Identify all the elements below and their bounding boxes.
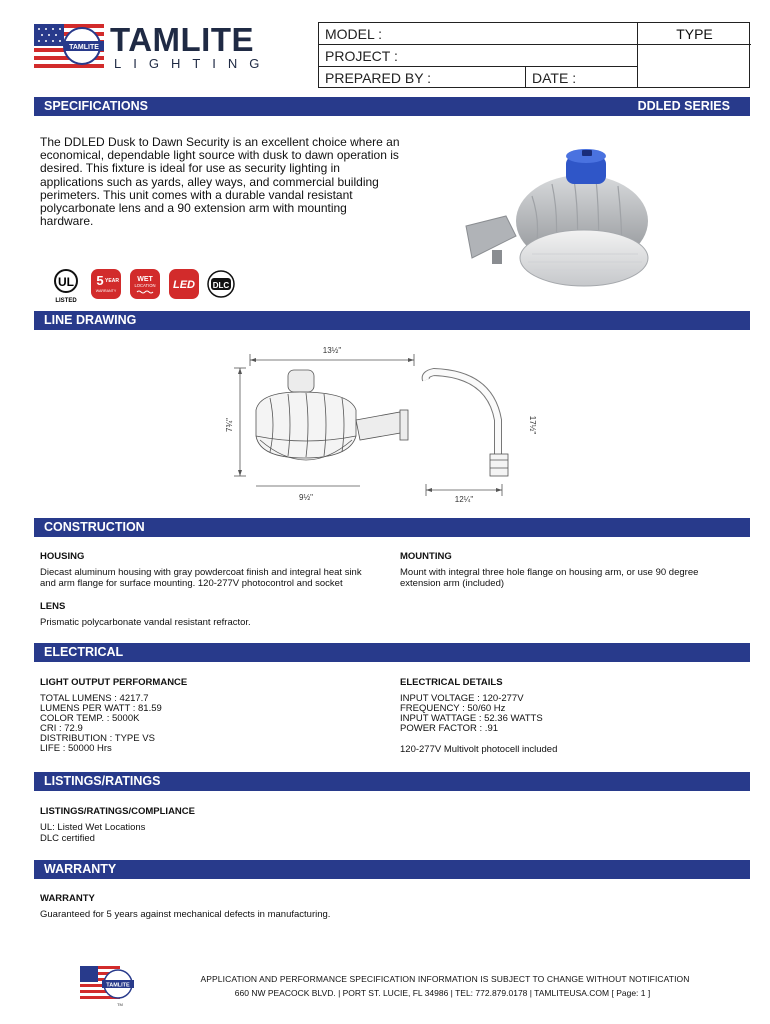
frequency: FREQUENCY : 50/60 Hz xyxy=(400,703,506,714)
electrical-title: ELECTRICAL xyxy=(44,645,124,659)
project-info-box xyxy=(318,22,750,88)
wet-bottom-text: LOCATION xyxy=(134,283,156,288)
brand-subtitle: LIGHTING xyxy=(114,56,272,71)
power-factor: POWER FACTOR : .91 xyxy=(400,723,499,734)
footer-address: 660 NW PEACOCK BLVD. | PORT ST. LUCIE, FL 34986 | TEL: 772.879.0178 | TAMLITEUSA.COM [ Page: 1 ] xyxy=(234,988,651,998)
footer-notice: APPLICATION AND PERFORMANCE SPECIFICATION INFORMATION IS SUBJECT TO CHANGE WITHOUT NOTIFICATION xyxy=(200,974,690,984)
cri: CRI : 72.9 xyxy=(40,723,83,734)
dlc-icon xyxy=(206,268,236,300)
light-output-heading: LIGHT OUTPUT PERFORMANCE xyxy=(40,677,188,688)
prepared-by-field[interactable] xyxy=(319,67,637,89)
warranty-year-text: YEAR xyxy=(105,278,119,284)
specifications-header xyxy=(34,97,750,116)
five-year-warranty-icon xyxy=(90,268,122,300)
ul-mark-text: UL xyxy=(58,275,74,289)
life: LIFE : 50000 Hrs xyxy=(40,743,112,754)
tamlite-logo xyxy=(34,21,272,74)
mounting-text-1: Mount with integral three hole flange on housing arm, or use 90 degree xyxy=(400,567,699,578)
electrical-details-heading: ELECTRICAL DETAILS xyxy=(400,677,503,688)
construction-title: CONSTRUCTION xyxy=(44,520,145,534)
color-temp: COLOR TEMP. : 5000K xyxy=(40,713,140,724)
mounting-text-2: extension arm (included) xyxy=(400,578,505,589)
type-field[interactable] xyxy=(637,23,750,87)
flag-emblem-icon xyxy=(34,24,104,68)
lens-heading: LENS xyxy=(40,601,66,612)
warranty-header xyxy=(34,860,750,879)
footer-badge-text: TAMLITE xyxy=(106,982,130,989)
electrical-header xyxy=(34,643,750,662)
lumens-per-watt: LUMENS PER WATT : 81.59 xyxy=(40,703,162,714)
project-field[interactable] xyxy=(319,45,637,67)
flag-badge-text: TAMLITE xyxy=(69,44,99,51)
dim-width: 13½" xyxy=(322,346,342,355)
ul-listed-icon xyxy=(52,268,80,304)
distribution: DISTRIBUTION : TYPE VS xyxy=(40,733,155,744)
total-lumens: TOTAL LUMENS : 4217.7 xyxy=(40,693,149,704)
input-voltage: INPUT VOLTAGE : 120-277V xyxy=(400,693,524,704)
line-drawing xyxy=(220,340,560,510)
housing-text-1: Diecast aluminum housing with gray powdercoat finish and integral heat sink xyxy=(40,567,362,578)
certification-badges xyxy=(52,268,252,304)
construction-header xyxy=(34,518,750,537)
line-drawing-header xyxy=(34,311,750,330)
date-field[interactable] xyxy=(525,67,576,88)
dim-arm-length: 12¼" xyxy=(454,495,474,504)
footer-tm-text: TM xyxy=(117,1002,123,1006)
input-wattage: INPUT WATTAGE : 52.36 WATTS xyxy=(400,713,543,724)
listings-heading: LISTINGS/RATINGS/COMPLIANCE xyxy=(40,806,195,817)
series-title: DDLED SERIES xyxy=(637,99,730,113)
project-label: PROJECT : xyxy=(325,48,398,64)
prepared-by-label: PREPARED BY : xyxy=(325,70,432,86)
line-drawing-title: LINE DRAWING xyxy=(44,313,137,327)
warranty-number-text: 5 xyxy=(96,273,104,288)
type-label: TYPE xyxy=(638,23,751,45)
listing-dlc: DLC certified xyxy=(40,833,95,844)
ul-listed-text: LISTED xyxy=(55,298,77,304)
dim-arm-height: 17½" xyxy=(528,415,537,435)
led-text: LED xyxy=(173,279,195,291)
model-field[interactable] xyxy=(319,23,637,45)
housing-heading: HOUSING xyxy=(40,551,85,562)
listings-title: LISTINGS/RATINGS xyxy=(44,774,161,788)
model-label: MODEL : xyxy=(325,26,383,42)
warranty-text: Guaranteed for 5 years against mechanical defects in manufacturing. xyxy=(40,909,331,920)
warranty-label-text: WARRANTY xyxy=(95,289,117,293)
mounting-heading: MOUNTING xyxy=(400,551,452,562)
dim-depth: 9½" xyxy=(299,493,313,502)
footer-logo-icon xyxy=(80,966,136,1006)
specifications-title: SPECIFICATIONS xyxy=(44,99,148,113)
warranty-title: WARRANTY xyxy=(44,862,117,876)
dim-height: 7¾" xyxy=(225,418,234,432)
intro-description: The DDLED Dusk to Dawn Security is an excellent choice where an economical, dependable light source with dusk to dawn operation is desired. This fixture is ideal for use as security lighting in applications such as yards, alley ways, and commercial building perimeters. This unit comes with a durable vandal resistant polycarbonate lens and a 90 extension arm with mounting hardware. xyxy=(40,135,400,229)
warranty-heading: WARRANTY xyxy=(40,893,95,904)
wet-top-text: WET xyxy=(137,276,153,283)
lens-text: Prismatic polycarbonate vandal resistant refractor. xyxy=(40,617,251,628)
listings-header xyxy=(34,772,750,791)
housing-text-2: and arm flange for surface mounting. 120-277V photocontrol and socket xyxy=(40,578,343,589)
brand-name: TAMLITE xyxy=(110,21,255,58)
led-icon xyxy=(168,268,200,300)
fixture-photo xyxy=(462,146,652,296)
date-label: DATE : xyxy=(532,70,577,86)
listing-ul: UL: Listed Wet Locations xyxy=(40,822,146,833)
dlc-text: DLC xyxy=(212,281,230,290)
photocell-note: 120-277V Multivolt photocell included xyxy=(400,744,558,755)
wet-location-icon xyxy=(129,268,161,300)
